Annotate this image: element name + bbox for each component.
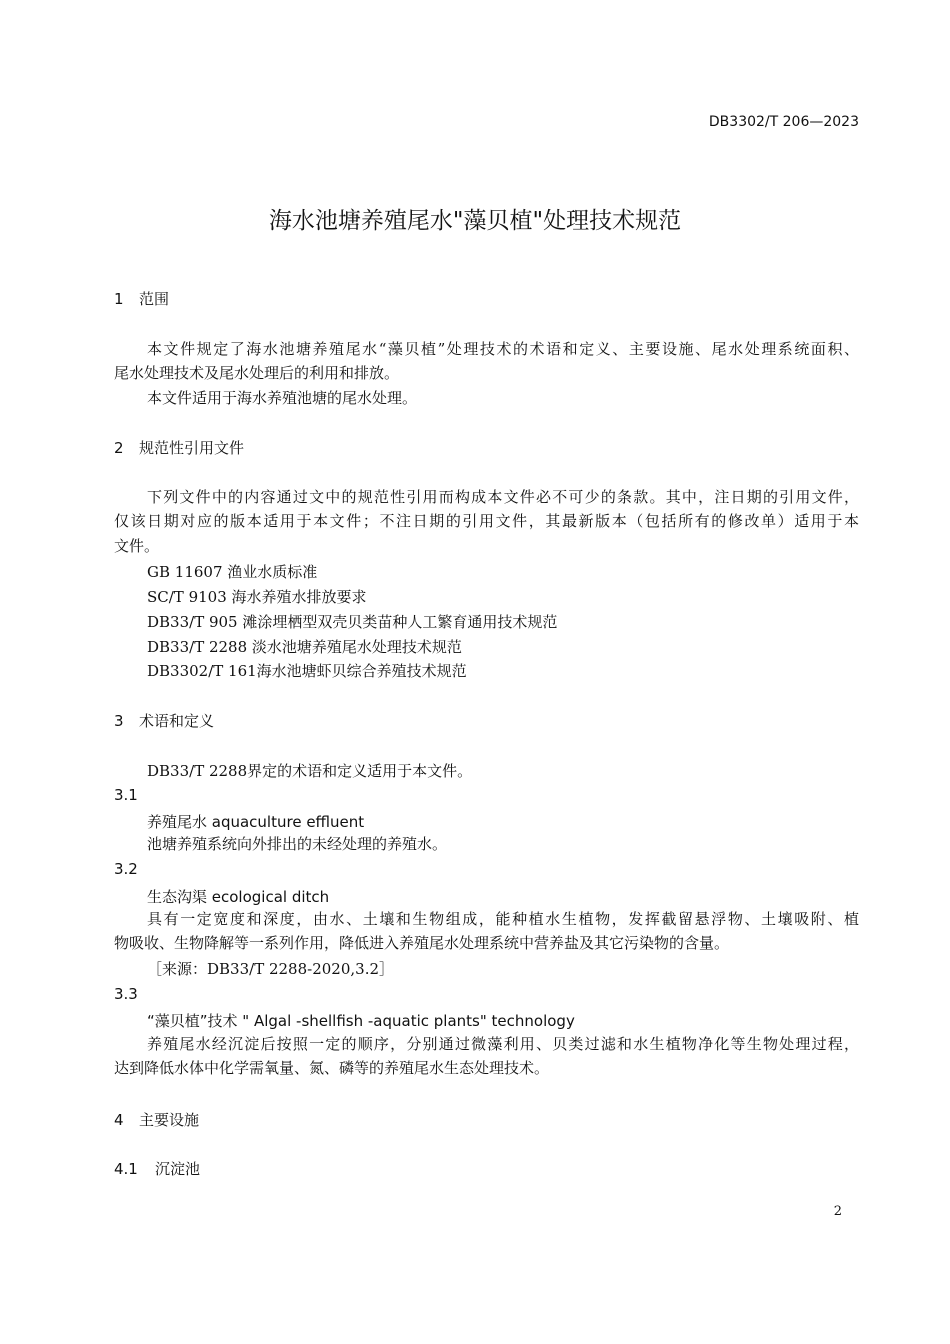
document-code: DB3302/T 206—2023 bbox=[708, 114, 859, 130]
paragraph-line: 文件。 bbox=[114, 537, 160, 555]
section-heading-1 bbox=[114, 288, 169, 309]
term-number: 3.3 bbox=[114, 985, 138, 1003]
term-source: ［来源：DB33/T 2288-2020,3.2］ bbox=[147, 960, 395, 978]
term-definition: 池塘养殖系统向外排出的未经处理的养殖水。 bbox=[147, 835, 448, 853]
term-number: 3.1 bbox=[114, 786, 138, 804]
page-title: 海水池塘养殖尾水"藻贝植"处理技术规范 bbox=[268, 208, 682, 234]
term-title: 生态沟渠 ecological ditch bbox=[147, 888, 330, 906]
term-definition-line: 养殖尾水经沉淀后按照一定的顺序，分别通过微藻利用、贝类过滤和水生植物净化等生物处理过程， bbox=[147, 1035, 859, 1053]
term-title: “藻贝植”技术 " Algal -shellfish -aquatic plants" technology bbox=[147, 1012, 575, 1030]
paragraph: DB33/T 2288界定的术语和定义适用于本文件。 bbox=[147, 762, 473, 780]
section-number: 1 bbox=[114, 290, 124, 308]
reference-item: DB33/T 905 滩涂埋栖型双壳贝类苗种人工繁育通用技术规范 bbox=[147, 613, 558, 631]
reference-item: DB3302/T 161海水池塘虾贝综合养殖技术规范 bbox=[147, 662, 467, 680]
subsection-heading-4-1 bbox=[114, 1158, 200, 1179]
section-title: 术语和定义 bbox=[139, 712, 215, 730]
reference-item: DB33/T 2288 淡水池塘养殖尾水处理技术规范 bbox=[147, 638, 462, 656]
page-number: 2 bbox=[833, 1204, 842, 1219]
reference-item: SC/T 9103 海水养殖水排放要求 bbox=[147, 588, 367, 606]
section-heading-3 bbox=[114, 710, 214, 731]
paragraph-line: 下列文件中的内容通过文中的规范性引用而构成本文件必不可少的条款。其中，注日期的引用文件， bbox=[147, 488, 859, 506]
section-heading-2 bbox=[114, 437, 244, 458]
term-definition-line: 物吸收、生物降解等一系列作用，降低进入养殖尾水处理系统中营养盐及其它污染物的含量。 bbox=[114, 934, 730, 952]
paragraph-line: 仅该日期对应的版本适用于本文件；不注日期的引用文件，其最新版本（包括所有的修改单）适用于本 bbox=[114, 512, 859, 530]
reference-item: GB 11607 渔业水质标准 bbox=[147, 563, 318, 581]
term-number: 3.2 bbox=[114, 860, 138, 878]
section-heading-4 bbox=[114, 1109, 199, 1130]
paragraph-line: 本文件规定了海水池塘养殖尾水“藻贝植”处理技术的术语和定义、主要设施、尾水处理系统面积、 bbox=[147, 340, 859, 358]
paragraph: 本文件适用于海水养殖池塘的尾水处理。 bbox=[147, 389, 418, 407]
term-definition-line: 具有一定宽度和深度，由水、土壤和生物组成，能种植水生植物，发挥截留悬浮物、土壤吸附、植 bbox=[147, 910, 859, 928]
section-title: 规范性引用文件 bbox=[139, 439, 245, 457]
paragraph-line: 尾水处理技术及尾水处理后的利用和排放。 bbox=[114, 364, 400, 382]
term-title: 养殖尾水 aquaculture effluent bbox=[147, 813, 365, 831]
term-definition-line: 达到降低水体中化学需氧量、氮、磷等的养殖尾水生态处理技术。 bbox=[114, 1059, 550, 1077]
section-number: 2 bbox=[114, 439, 124, 457]
section-number: 3 bbox=[114, 712, 124, 730]
section-title: 范围 bbox=[139, 290, 170, 308]
subsection-title: 沉淀池 bbox=[155, 1160, 201, 1178]
section-number: 4 bbox=[114, 1111, 124, 1129]
subsection-number: 4.1 bbox=[114, 1160, 138, 1178]
section-title: 主要设施 bbox=[139, 1111, 200, 1129]
